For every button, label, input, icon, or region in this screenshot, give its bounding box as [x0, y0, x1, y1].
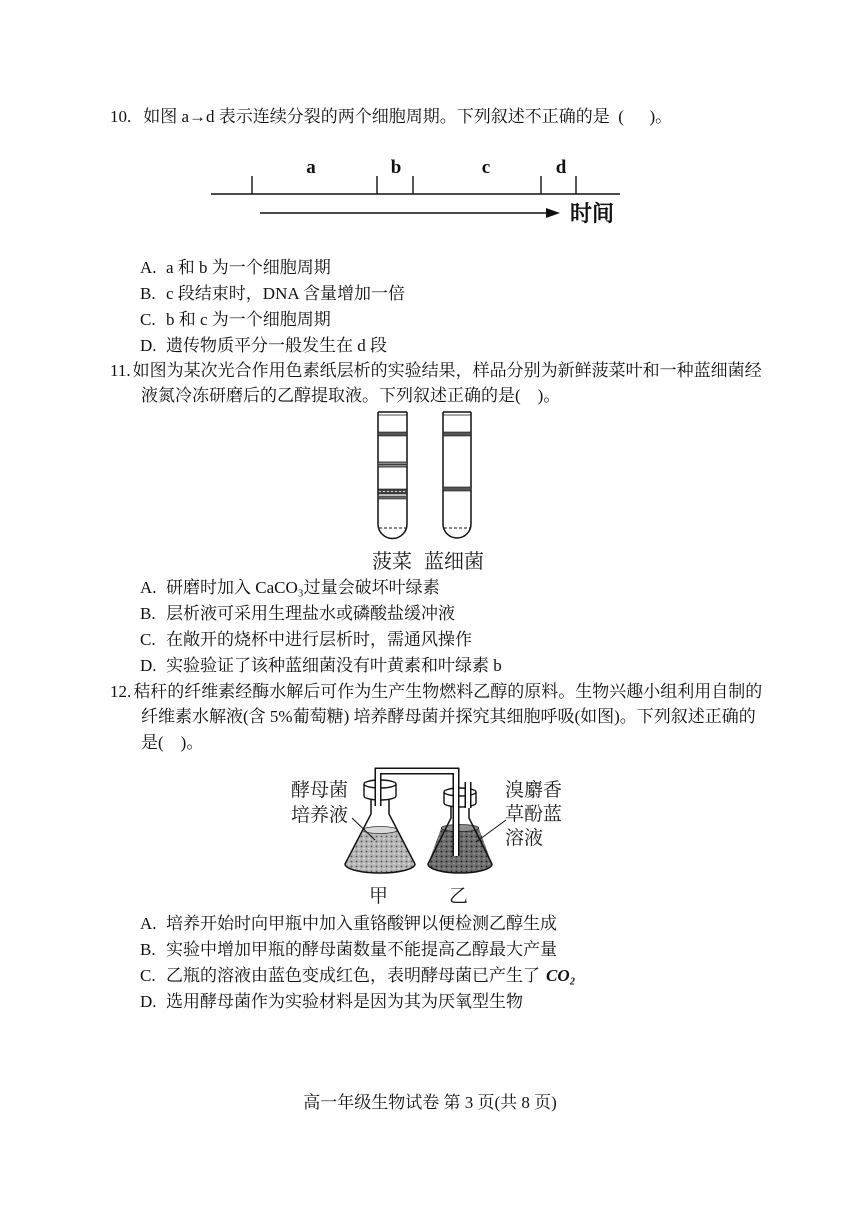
option-b [140, 604, 455, 624]
test-tube-cyanobacteria [443, 412, 471, 538]
tube-label-cyanobacteria: 蓝细菌 [424, 549, 484, 573]
option-text: 在敞开的烧杯中进行层析时，需通风操作 [166, 630, 472, 649]
label-yeast: 酵母菌 [291, 779, 349, 801]
liquid-surface [363, 827, 398, 834]
pigment-band [378, 432, 407, 436]
chemical-formula: CO₂ [546, 966, 576, 985]
option-d [140, 992, 523, 1012]
flask-liquid [428, 828, 492, 873]
axis-label: 时间 [570, 202, 615, 227]
option-letter: C. [140, 630, 156, 649]
question-stem-line: 秸秆的纤维素经酶水解后可作为生产生物燃料乙醇的原料。生物兴趣小组利用自制的 [133, 682, 763, 701]
question-number: 11. [110, 361, 131, 380]
question-stem-line: 如图 a→d 表示连续分裂的两个细胞周期。下列叙述不正确的是 ( )。 [143, 107, 673, 126]
option-letter: B. [140, 604, 156, 623]
question-12-stem [110, 682, 762, 702]
option-text: c 段结束时，DNA 含量增加一倍 [166, 284, 405, 303]
option-letter: A. [140, 914, 157, 933]
segment-label-b: b [390, 157, 402, 178]
option-text: 实验验证了该种蓝细菌没有叶黄素和叶绿素 b [166, 656, 502, 675]
option-d [140, 656, 502, 676]
flask-liquid [345, 830, 415, 873]
option-c [140, 966, 576, 986]
chromatography-figure [370, 406, 482, 544]
option-letter: A. [140, 258, 157, 277]
tube-label-spinach: 菠菜 [372, 549, 412, 573]
time-arrow-head [546, 208, 560, 218]
page-footer: 高一年级生物试卷 第 3 页(共 8 页) [303, 1093, 557, 1112]
option-letter: D. [140, 992, 157, 1011]
option-letter: C. [140, 966, 156, 985]
option-b [140, 284, 405, 304]
tube-outline [443, 412, 471, 538]
label-bromothymol: 溴麝香 [505, 779, 563, 801]
flask-label-jia: 甲 [369, 885, 389, 907]
option-letter: D. [140, 336, 157, 355]
pigment-band [443, 432, 471, 436]
question-number: 12. [110, 682, 132, 701]
option-d [140, 336, 387, 356]
option-text: 乙瓶的溶液由蓝色变成红色，表明酵母菌已产生了 [166, 966, 540, 985]
option-b [140, 940, 557, 960]
question-11-stem [110, 361, 762, 381]
segment-label-d: d [555, 157, 567, 178]
flask-label-yi: 乙 [449, 885, 469, 907]
option-a [140, 258, 331, 278]
option-letter: C. [140, 310, 156, 329]
option-letter: B. [140, 940, 156, 959]
option-text: b 和 c 为一个细胞周期 [166, 310, 331, 329]
pigment-band [378, 496, 407, 499]
question-stem-line: 如图为某次光合作用色素纸层析的实验结果，样品分别为新鲜菠菜叶和一种蓝细菌经 [132, 361, 762, 380]
option-text: 实验中增加甲瓶的酵母菌数量不能提高乙醇最大产量 [166, 940, 557, 959]
option-a [140, 578, 440, 598]
option-a [140, 914, 557, 934]
question-number: 10. [110, 107, 132, 126]
option-letter: A. [140, 578, 157, 597]
tube-outline [378, 412, 407, 539]
test-tube-spinach [378, 412, 407, 539]
option-c [140, 630, 472, 650]
option-letter: B. [140, 284, 156, 303]
question-stem-line: 是( )。 [141, 733, 204, 752]
label-culture-medium: 培养液 [291, 804, 349, 826]
question-10-stem [110, 107, 672, 127]
segment-label-a: a [306, 157, 316, 178]
option-text: a 和 b 为一个细胞周期 [166, 258, 331, 277]
leader-line [476, 820, 506, 842]
segment-label-c: c [481, 157, 491, 178]
option-text: 选用酵母菌作为实验材料是因为其为厌氧型生物 [166, 992, 523, 1011]
option-text: 培养开始时向甲瓶中加入重铬酸钾以便检测乙醇生成 [166, 914, 557, 933]
option-c [140, 310, 331, 330]
option-text: 遗传物质平分一般发生在 d 段 [166, 336, 387, 355]
label-solution: 溶液 [505, 827, 544, 849]
option-text: 研磨时加入 CaCO₃过量会破坏叶绿素 [166, 578, 440, 597]
option-letter: D. [140, 656, 157, 675]
pigment-band [443, 487, 471, 491]
flask-yi [428, 788, 492, 873]
question-stem-line: 液氮冷冻研磨后的乙醇提取液。下列叙述正确的是( )。 [141, 386, 561, 405]
question-stem-line: 纤维素水解液(含 5%葡萄糖) 培养酵母菌并探究其细胞呼吸(如图)。下列叙述正确的 [141, 707, 756, 726]
option-text: 层析液可采用生理盐水或磷酸盐缓冲液 [166, 604, 455, 623]
cell-cycle-diagram [200, 148, 640, 234]
label-blue: 草酚蓝 [505, 803, 563, 825]
